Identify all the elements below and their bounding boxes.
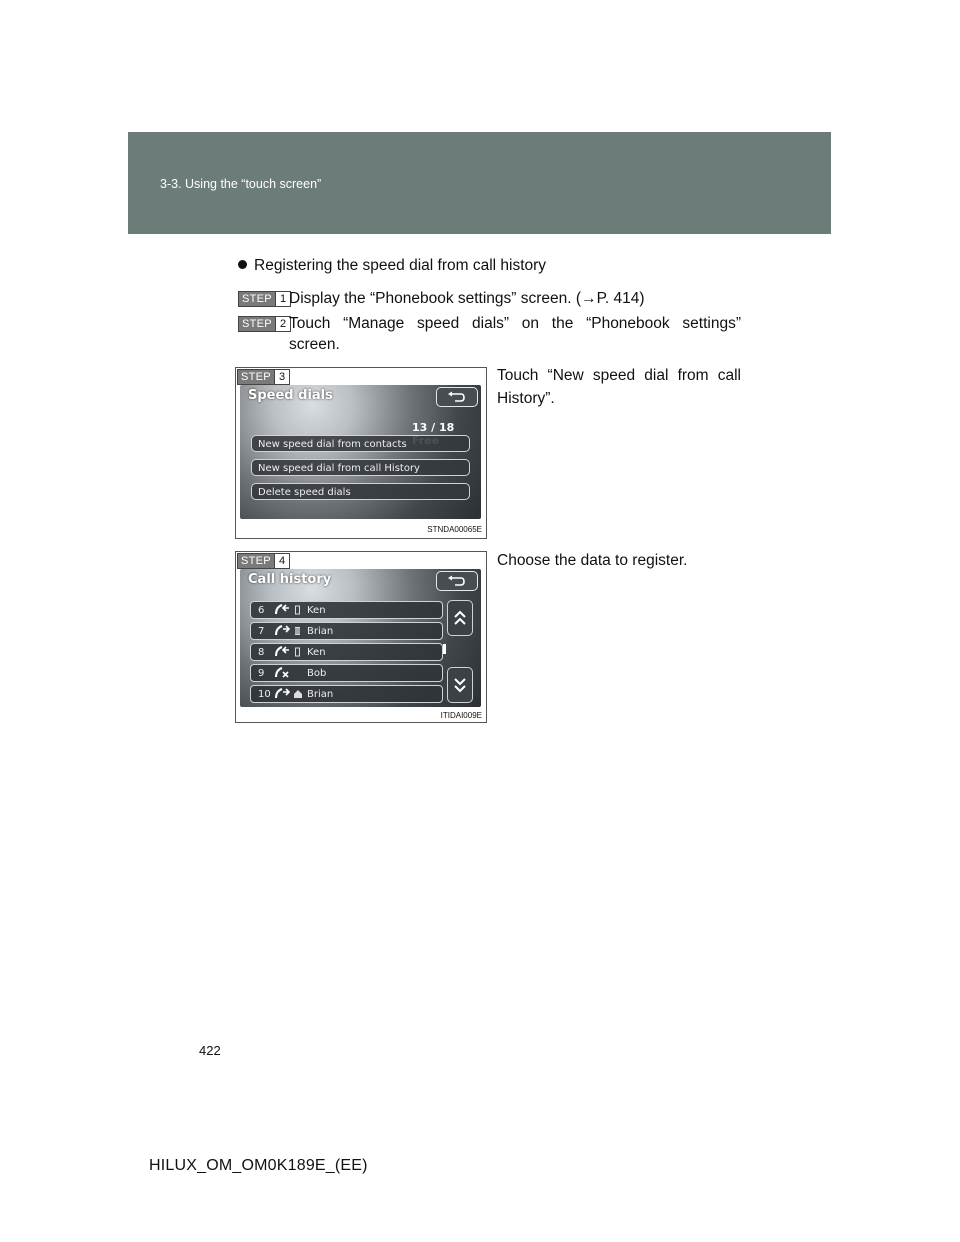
step-3-text-line2: History”.: [497, 390, 555, 407]
row-number: 6: [258, 605, 265, 616]
outgoing-call-icon: [274, 623, 290, 639]
scroll-down-button[interactable]: [447, 667, 473, 703]
scroll-position-indicator: [443, 644, 446, 654]
incoming-call-icon: [274, 602, 290, 618]
step-2-label: [238, 316, 291, 332]
step-number: 1: [275, 292, 290, 306]
back-button[interactable]: [436, 571, 478, 591]
new-speed-dial-from-contacts-button[interactable]: New speed dial from contacts: [251, 435, 470, 452]
bullet-heading: [238, 257, 546, 275]
call-history-figure: [235, 551, 487, 723]
step-number: 3: [274, 370, 289, 384]
row-number: 7: [258, 626, 265, 637]
delete-speed-dials-button[interactable]: Delete speed dials: [251, 483, 470, 500]
step-2-text-line2: screen.: [289, 336, 340, 353]
step-1-text: Display the “Phonebook settings” screen. (→P. 414): [289, 290, 645, 307]
row-number: 9: [258, 668, 265, 679]
step-3-text-line1: Touch “New speed dial from call: [497, 367, 741, 384]
contact-name: Ken: [307, 647, 326, 658]
outgoing-call-icon: [274, 686, 290, 702]
page-number: 422: [199, 1043, 221, 1058]
new-speed-dial-from-call-history-button[interactable]: New speed dial from call History: [251, 459, 470, 476]
home-phone-icon: [293, 686, 303, 702]
step-4-text: Choose the data to register.: [497, 552, 688, 569]
step-3-label: [237, 369, 290, 385]
incoming-call-icon: [274, 644, 290, 660]
missed-call-icon: [274, 665, 290, 681]
screen-title: Speed dials: [248, 388, 333, 403]
contact-name: Brian: [307, 626, 334, 637]
figure-code: STNDA00065E: [427, 525, 482, 534]
bullet-text: Registering the speed dial from call history: [254, 257, 547, 274]
speed-dials-figure: [235, 367, 487, 539]
row-number: 10: [258, 689, 271, 700]
call-history-row[interactable]: [250, 601, 443, 619]
step-word: STEP: [238, 554, 274, 568]
mobile-phone-icon: [293, 602, 303, 618]
back-arrow-icon: [447, 575, 467, 587]
step-number: 4: [274, 554, 289, 568]
call-history-row[interactable]: [250, 685, 443, 703]
figure-code: ITIDAI009E: [440, 711, 482, 720]
mobile-phone-icon: [293, 644, 303, 660]
speed-dials-screen: [240, 385, 481, 519]
call-history-row[interactable]: [250, 664, 443, 682]
step-word: STEP: [238, 370, 274, 384]
step-4-label: [237, 553, 290, 569]
office-phone-icon: [293, 623, 303, 639]
section-title: 3-3. Using the “touch screen”: [160, 177, 322, 191]
screen-title: Call history: [248, 572, 332, 587]
free-count: 13 / 18: [412, 421, 455, 434]
step-word: STEP: [239, 317, 275, 331]
contact-name: Ken: [307, 605, 326, 616]
step-number: 2: [275, 317, 290, 331]
step-word: STEP: [239, 292, 275, 306]
step-2-text-line1: Touch “Manage speed dials” on the “Phonebook settings”: [289, 315, 741, 332]
double-chevron-down-icon: [453, 675, 467, 695]
bullet-dot: [238, 260, 247, 269]
call-history-row[interactable]: [250, 622, 443, 640]
step-1-label: [238, 291, 291, 307]
contact-name: Brian: [307, 689, 334, 700]
back-button[interactable]: [436, 387, 478, 407]
double-chevron-up-icon: [453, 608, 467, 628]
document-code: HILUX_OM_OM0K189E_(EE): [149, 1157, 368, 1174]
back-arrow-icon: [447, 391, 467, 403]
call-history-screen: [240, 569, 481, 707]
scroll-up-button[interactable]: [447, 600, 473, 636]
call-history-row[interactable]: [250, 643, 443, 661]
row-number: 8: [258, 647, 265, 658]
contact-name: Bob: [307, 668, 327, 679]
